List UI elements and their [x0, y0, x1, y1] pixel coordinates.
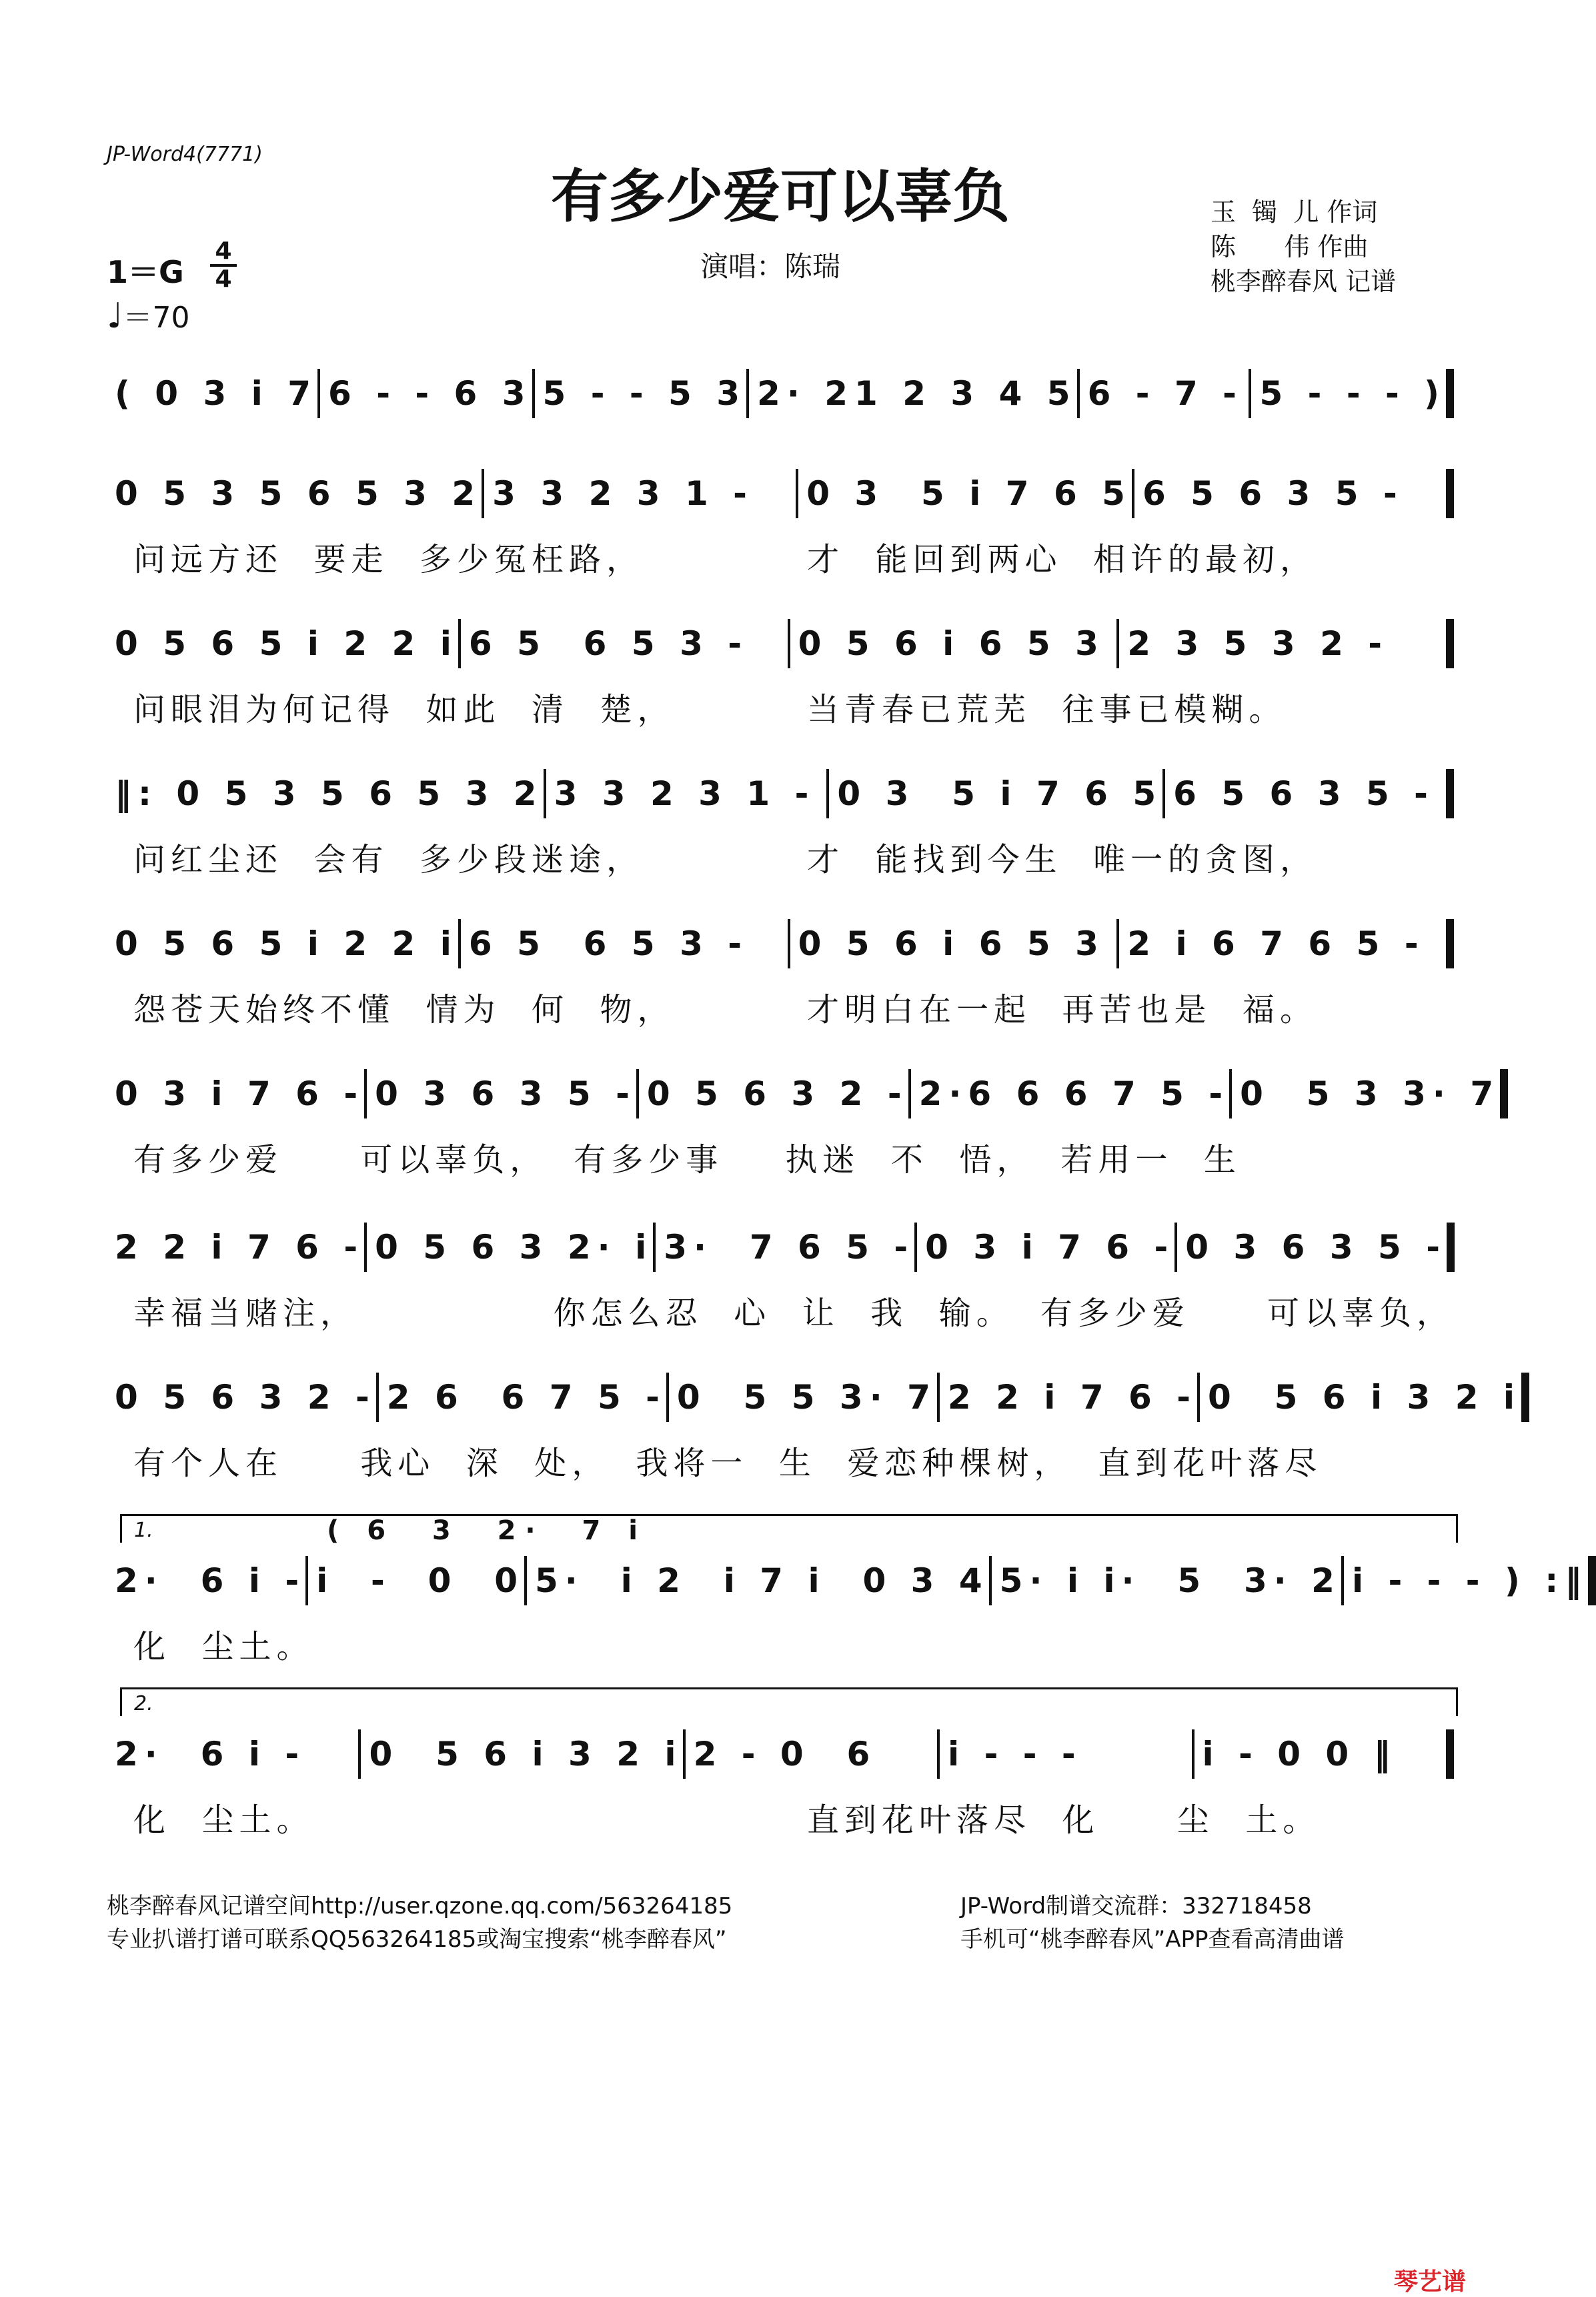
barline — [1446, 919, 1454, 968]
lyrics-row — [107, 1134, 1454, 1180]
measure: 2· 21 2 3 4 5 — [757, 374, 1077, 413]
measure: 6 5 6 3 5 - — [1142, 474, 1404, 513]
lyric-line: 才 能回到两心 相许的最初， — [807, 541, 1318, 578]
volta-number: 1. — [134, 1519, 153, 1542]
lyric-line: 才 能找到今生 唯一的贪图， — [807, 841, 1318, 878]
barline — [1447, 1223, 1455, 1272]
measure: 2 2 i 7 6 - — [947, 1378, 1197, 1417]
notes-row — [107, 1067, 1501, 1120]
measure: 0 5 6 5 i 2 2 i — [115, 624, 458, 663]
cue-notes: ( 6 3 2· 7 i — [327, 1515, 647, 1546]
footer-right-line1: JP-Word制谱交流群：332718458 — [960, 1893, 1312, 1920]
software-label: JP-Word4(7771) — [107, 143, 263, 166]
lyrics-row — [107, 834, 1454, 880]
measure: 0 5 6 3 2 - — [646, 1074, 908, 1113]
lyric-line: 有多少事 执迷 不 悟， — [574, 1141, 1034, 1179]
lyric-line: 有多少爱 可以辜负， — [133, 1141, 548, 1179]
volta-number: 2. — [134, 1692, 153, 1715]
singer-credit: 演唱：陈瑞 — [700, 250, 841, 283]
measure: 0 5 6 5 i 2 2 i — [115, 924, 458, 963]
footer-left-line1: 桃李醉春风记谱空间http://user.qzone.qq.com/563264185 — [107, 1893, 733, 1920]
measure: 6 5 6 5 3 - — [468, 924, 749, 963]
measure: 0 5 6 i 3 2 i — [369, 1735, 683, 1773]
tempo-value: ＝70 — [123, 301, 190, 335]
time-signature — [210, 237, 237, 293]
measure: 2 - 0 6 — [693, 1735, 877, 1773]
lyric-line: 化 尘土。 — [133, 1801, 314, 1839]
measure: 2 i 6 7 6 5 - — [1127, 924, 1425, 963]
volta-bracket — [120, 1514, 1458, 1543]
measure: 2· 6 i - — [115, 1561, 306, 1600]
measure: 5· i 2 i 7 i 0 3 4 — [535, 1561, 989, 1600]
lyric-line: 直到花叶落尽 化 尘 土。 — [807, 1801, 1321, 1839]
notes-row — [107, 367, 1454, 420]
measure: 0 3 6 3 5 - — [375, 1074, 636, 1113]
measure: 0 3 5 i 7 6 5 — [837, 774, 1163, 813]
measure: i - - - — [948, 1735, 1082, 1773]
measure: 6 5 6 3 5 - — [1173, 774, 1435, 813]
notes-row — [107, 1554, 1589, 1607]
credits-block — [1211, 195, 1396, 299]
footer-left-line2: 专业扒谱打谱可联系QQ563264185或淘宝搜索“桃李醉春风” — [107, 1926, 727, 1953]
measure: 2 3 5 3 2 - — [1127, 624, 1389, 663]
volta-bracket — [120, 1687, 1458, 1716]
barline — [1500, 1069, 1508, 1118]
measure: i - 0 0 — [316, 1561, 525, 1600]
time-top: 4 — [215, 237, 232, 265]
notes-row — [107, 617, 1454, 670]
measure: 0 5 6 i 6 5 3 — [798, 624, 1105, 663]
measure: i - - - ) :‖ — [1351, 1561, 1589, 1600]
lyric-line: 化 尘土。 — [133, 1628, 314, 1665]
lyric-line: 直到花叶落尽 — [1098, 1445, 1323, 1482]
lyric-line: 你怎么忍 心 让 我 输。 — [553, 1295, 1014, 1332]
notes-row — [107, 1727, 1454, 1781]
lyric-line: 有个人在 我心 深 处， — [133, 1445, 610, 1482]
lyricist-credit: 玉 镯 儿 作词 — [1211, 197, 1378, 227]
lyric-line: 才明白在一起 再苦也是 福。 — [807, 991, 1318, 1028]
barline — [1521, 1373, 1529, 1422]
measure: 0 3 6 3 5 - — [1185, 1228, 1447, 1267]
measure: ( 0 3 i 7 — [115, 374, 317, 413]
lyrics-row — [107, 984, 1454, 1030]
barline — [1588, 1556, 1596, 1605]
barline — [1446, 1729, 1454, 1779]
lyric-line: 问红尘还 会有 多少段迷途， — [133, 841, 644, 878]
lyrics-row — [107, 1794, 1454, 1840]
measure: 0 5 6 3 2 - — [115, 1378, 376, 1417]
song-title: 有多少爱可以辜负 — [551, 163, 1010, 230]
watermark-logo: 琴艺谱 — [1394, 2268, 1467, 2296]
lyric-line: 问远方还 要走 多少冤枉路， — [133, 541, 644, 578]
notes-row — [107, 467, 1454, 520]
lyrics-row — [107, 684, 1454, 730]
measure: 3· 7 6 5 - — [664, 1228, 915, 1267]
measure: 3 3 2 3 1 - — [492, 474, 754, 513]
measure: 6 - - 6 3 — [328, 374, 532, 413]
lyric-line: 怨苍天始终不懂 情为 何 物， — [133, 991, 675, 1028]
lyric-line: 幸福当赌注， — [133, 1295, 358, 1332]
key-signature: 1＝G — [107, 254, 184, 290]
composer-credit: 陈 伟 作曲 — [1211, 232, 1369, 261]
measure: 2· 6 i - — [115, 1735, 306, 1773]
measure: 0 5 6 i 3 2 i — [1207, 1378, 1522, 1417]
lyrics-row — [107, 1437, 1454, 1483]
measure: 6 - 7 - — [1087, 374, 1243, 413]
barline — [1446, 469, 1454, 518]
lyrics-row — [107, 534, 1454, 580]
barline — [1446, 769, 1454, 818]
measure: 0 3 i 7 6 - — [925, 1228, 1175, 1267]
lyrics-row — [107, 1287, 1454, 1333]
measure: 5 - - 5 3 — [542, 374, 747, 413]
notes-row — [107, 1221, 1454, 1274]
measure: 2·6 6 6 7 5 - — [918, 1074, 1230, 1113]
measure: 5 - - - ) — [1259, 374, 1446, 413]
notes-row — [107, 917, 1454, 970]
measure: 0 5 3 3· 7 — [1240, 1074, 1501, 1113]
lyric-line: 我将一 生 爱恋种棵树， — [636, 1445, 1072, 1482]
time-bottom: 4 — [215, 265, 232, 293]
tempo-marking — [107, 293, 190, 336]
measure: 3 3 2 3 1 - — [554, 774, 816, 813]
notes-row — [107, 767, 1454, 820]
measure: 2 6 6 7 5 - — [386, 1378, 666, 1417]
lyric-line: 问眼泪为何记得 如此 清 楚， — [133, 691, 675, 728]
measure: 5· i i· 5 3· 2 — [999, 1561, 1341, 1600]
lyrics-row — [107, 1621, 1454, 1667]
measure: 0 3 5 i 7 6 5 — [806, 474, 1132, 513]
notes-row — [107, 1371, 1522, 1424]
measure: 0 5 3 5 6 5 3 2 — [115, 474, 482, 513]
measure: ‖: 0 5 3 5 6 5 3 2 — [115, 774, 544, 813]
transcriber-credit: 桃李醉春风 记谱 — [1211, 267, 1397, 296]
barline — [1446, 619, 1454, 668]
measure: 0 5 6 3 2· i — [375, 1228, 654, 1267]
measure: i - 0 0 ‖ — [1202, 1735, 1397, 1773]
measure: 0 3 i 7 6 - — [115, 1074, 365, 1113]
measure: 0 5 5 3· 7 — [676, 1378, 937, 1417]
barline — [1446, 369, 1454, 418]
lyric-line: 当青春已荒芜 往事已模糊。 — [807, 691, 1287, 728]
quarter-note-icon: ♩ — [107, 296, 123, 336]
measure: 0 5 6 i 6 5 3 — [798, 924, 1105, 963]
lyric-line: 若用一 生 — [1060, 1141, 1241, 1179]
measure: 6 5 6 5 3 - — [468, 624, 749, 663]
lyric-line: 有多少爱 可以辜负， — [1040, 1295, 1454, 1332]
footer-right-line2: 手机可“桃李醉春风”APP查看高清曲谱 — [960, 1926, 1345, 1953]
measure: 2 2 i 7 6 - — [115, 1228, 365, 1267]
